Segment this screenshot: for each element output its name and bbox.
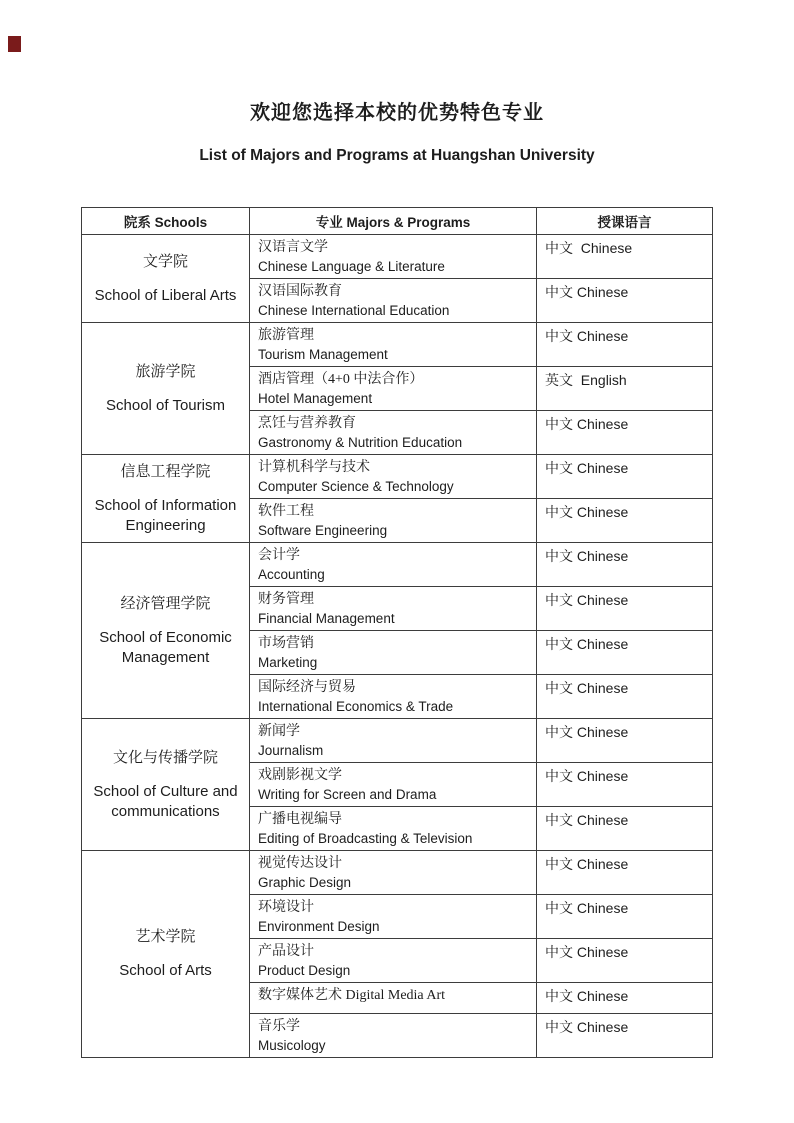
language-cell: 中文 Chinese bbox=[537, 411, 713, 455]
program-name-en: Journalism bbox=[258, 743, 324, 758]
school-name-zh: 旅游学院 bbox=[135, 363, 196, 380]
language-cell: 中文 Chinese bbox=[537, 719, 713, 763]
header-schools: 院系 Schools bbox=[82, 208, 250, 235]
program-name-zh: 软件工程 bbox=[258, 504, 314, 519]
language-cell: 中文 Chinese bbox=[537, 851, 713, 895]
program-name-en: Software Engineering bbox=[258, 523, 388, 538]
program-cell bbox=[250, 499, 537, 543]
program-name-zh: 会计学 bbox=[258, 548, 300, 563]
school-name-zh: 艺术学院 bbox=[135, 929, 196, 945]
language-cell: 中文 Chinese bbox=[537, 763, 713, 807]
page-title: 欢迎您选择本校的优势特色专业 bbox=[250, 102, 544, 124]
program-cell bbox=[250, 983, 537, 1014]
language-cell: 中文 Chinese bbox=[537, 323, 713, 367]
program-name-zh: 计算机科学与技术 bbox=[258, 460, 370, 475]
table-row bbox=[82, 851, 713, 895]
header-language: 授课语言 bbox=[537, 208, 713, 235]
program-name-en: Writing for Screen and Drama bbox=[258, 787, 437, 802]
table-header-row bbox=[82, 208, 713, 235]
program-cell bbox=[250, 851, 537, 895]
program-cell bbox=[250, 411, 537, 455]
program-cell bbox=[250, 455, 537, 499]
program-cell bbox=[250, 235, 537, 279]
program-name-zh: 音乐学 bbox=[258, 1019, 300, 1034]
language-cell: 中文 Chinese bbox=[537, 675, 713, 719]
program-name-zh: 国际经济与贸易 bbox=[258, 680, 356, 695]
program-name-en: Hotel Management bbox=[258, 391, 373, 406]
program-cell bbox=[250, 807, 537, 851]
school-name-en: School of Information Engineering bbox=[94, 496, 237, 534]
program-cell bbox=[250, 543, 537, 587]
language-cell: 英文 English bbox=[537, 367, 713, 411]
program-cell bbox=[250, 367, 537, 411]
program-name-zh: 数字媒体艺术 Digital Media Art bbox=[258, 988, 446, 1003]
school-cell bbox=[82, 719, 250, 851]
program-name-en: Marketing bbox=[258, 655, 318, 670]
program-name-en: International Economics & Trade bbox=[258, 699, 454, 714]
school-name-en: School of Arts bbox=[119, 962, 212, 979]
program-name-en: Financial Management bbox=[258, 611, 395, 626]
school-name-en: School of Liberal Arts bbox=[94, 286, 237, 304]
program-name-en: Chinese Language & Literature bbox=[258, 259, 445, 274]
program-name-zh: 市场营销 bbox=[258, 636, 314, 651]
program-cell bbox=[250, 763, 537, 807]
language-cell: 中文 Chinese bbox=[537, 1014, 713, 1058]
program-cell bbox=[250, 587, 537, 631]
school-name-en: School of Economic Management bbox=[99, 628, 232, 666]
program-name-en: Accounting bbox=[258, 567, 325, 582]
school-name-en: School of Tourism bbox=[106, 396, 225, 414]
school-cell bbox=[82, 455, 250, 543]
language-cell: 中文 Chinese bbox=[537, 983, 713, 1014]
program-name-en: Chinese International Education bbox=[258, 303, 450, 318]
program-name-en: Environment Design bbox=[258, 919, 380, 934]
school-cell bbox=[82, 543, 250, 719]
language-cell: 中文 Chinese bbox=[537, 543, 713, 587]
program-name-zh: 汉语言文学 bbox=[258, 240, 328, 255]
language-cell: 中文 Chinese bbox=[537, 587, 713, 631]
program-cell bbox=[250, 1014, 537, 1058]
language-cell: 中文 Chinese bbox=[537, 895, 713, 939]
school-name-zh: 文化与传播学院 bbox=[112, 749, 218, 766]
program-cell bbox=[250, 323, 537, 367]
program-cell bbox=[250, 631, 537, 675]
program-name-en: Editing of Broadcasting & Television bbox=[258, 831, 473, 846]
school-cell bbox=[82, 851, 250, 1058]
program-name-zh: 环境设计 bbox=[258, 900, 314, 915]
table-row bbox=[82, 543, 713, 587]
school-name-zh: 文学院 bbox=[142, 253, 188, 270]
page-subtitle: List of Majors and Programs at Huangshan University bbox=[199, 147, 595, 164]
program-name-zh: 视觉传达设计 bbox=[258, 856, 342, 871]
school-cell bbox=[82, 323, 250, 455]
program-name-en: Product Design bbox=[258, 963, 351, 978]
program-cell bbox=[250, 719, 537, 763]
program-name-zh: 汉语国际教育 bbox=[258, 284, 342, 299]
program-name-zh: 新闻学 bbox=[258, 724, 300, 739]
school-name-zh: 信息工程学院 bbox=[120, 463, 211, 480]
corner-mark bbox=[8, 36, 21, 52]
language-cell: 中文 Chinese bbox=[537, 807, 713, 851]
program-name-en: Tourism Management bbox=[258, 347, 388, 362]
program-name-zh: 财务管理 bbox=[258, 592, 314, 607]
program-cell bbox=[250, 895, 537, 939]
table-row bbox=[82, 455, 713, 499]
table-body bbox=[82, 235, 713, 1058]
table-row bbox=[82, 719, 713, 763]
program-cell bbox=[250, 939, 537, 983]
language-cell: 中文 Chinese bbox=[537, 455, 713, 499]
table-row bbox=[82, 323, 713, 367]
program-cell bbox=[250, 675, 537, 719]
program-name-zh: 旅游管理 bbox=[258, 328, 314, 343]
program-cell bbox=[250, 279, 537, 323]
school-name-zh: 经济管理学院 bbox=[120, 595, 211, 612]
majors-table bbox=[81, 207, 713, 1058]
language-cell: 中文 Chinese bbox=[537, 631, 713, 675]
program-name-zh: 广播电视编导 bbox=[258, 812, 342, 827]
program-name-en: Gastronomy & Nutrition Education bbox=[258, 435, 463, 450]
table-row bbox=[82, 235, 713, 279]
program-name-en: Computer Science & Technology bbox=[258, 479, 454, 494]
program-name-zh: 酒店管理（4+0 中法合作） bbox=[258, 372, 424, 387]
language-cell: 中文 Chinese bbox=[537, 235, 713, 279]
program-name-zh: 戏剧影视文学 bbox=[258, 768, 342, 783]
program-name-zh: 产品设计 bbox=[258, 944, 314, 959]
school-name-en: School of Culture and communications bbox=[93, 782, 238, 820]
school-cell bbox=[82, 235, 250, 323]
program-name-en: Musicology bbox=[258, 1038, 326, 1053]
program-name-zh: 烹饪与营养教育 bbox=[258, 416, 356, 431]
header-majors: 专业 Majors & Programs bbox=[250, 208, 537, 235]
language-cell: 中文 Chinese bbox=[537, 499, 713, 543]
language-cell: 中文 Chinese bbox=[537, 939, 713, 983]
program-name-en: Graphic Design bbox=[258, 875, 352, 890]
language-cell: 中文 Chinese bbox=[537, 279, 713, 323]
